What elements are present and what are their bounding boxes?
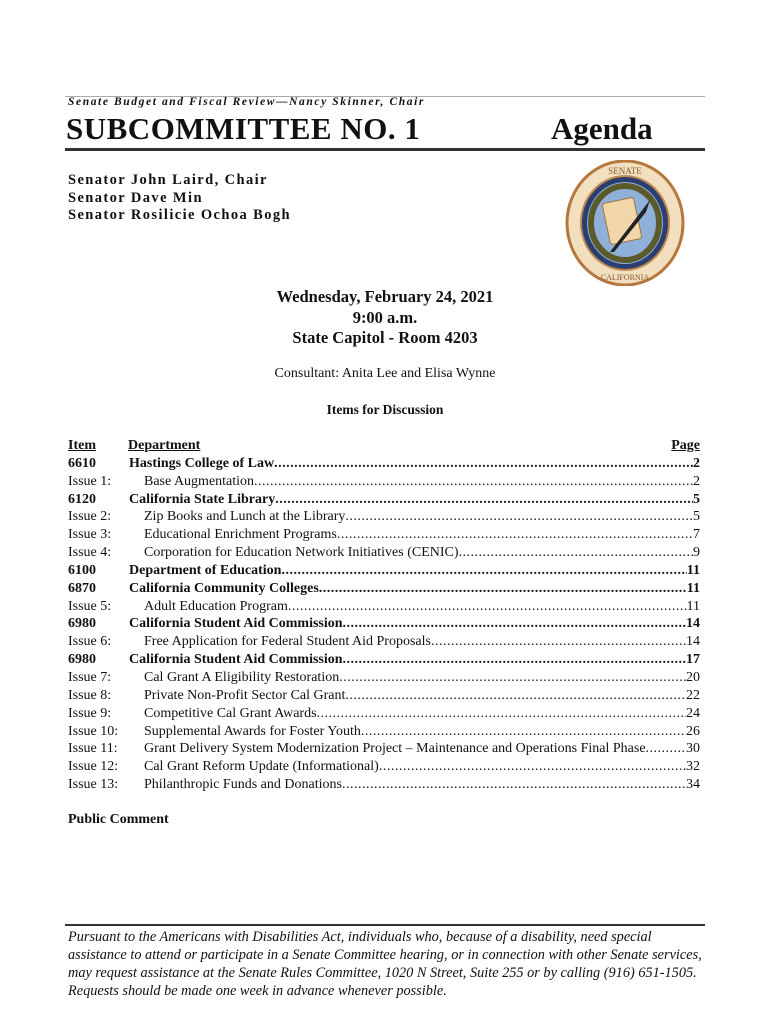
dot-leader [361, 723, 686, 741]
toc-department-row [68, 615, 700, 633]
toc-page: 20 [686, 669, 700, 685]
toc-header [68, 437, 700, 455]
toc-department-row [68, 491, 700, 509]
dot-leader [275, 491, 693, 509]
public-comment: Public Comment [68, 812, 169, 827]
toc-page: 14 [686, 616, 700, 632]
toc-page: 5 [693, 491, 700, 507]
toc-page: 11 [686, 580, 700, 596]
toc-label: Department of Education [129, 562, 282, 578]
toc-page: 11 [686, 562, 700, 578]
toc-item: 6120 [68, 491, 96, 507]
title-rule [65, 148, 705, 151]
toc-page: 22 [686, 687, 700, 703]
dot-leader [646, 740, 686, 758]
toc-item: Issue 1: [68, 473, 112, 489]
consultant: Consultant: Anita Lee and Elisa Wynne [274, 366, 496, 381]
senate-seal-logo [562, 160, 688, 286]
toc-page: 30 [686, 741, 700, 757]
dot-leader [337, 526, 693, 544]
member: Senator Dave Min [68, 189, 203, 206]
toc-item: Issue 13: [68, 777, 119, 793]
dot-leader [342, 776, 686, 794]
toc-item: 6100 [68, 562, 96, 578]
header-item: Item [68, 438, 96, 453]
toc-item: Issue 11: [68, 741, 118, 757]
dot-leader [379, 758, 686, 776]
member-list [68, 172, 291, 225]
toc-item: 6980 [68, 616, 96, 632]
toc-page: 24 [686, 705, 700, 721]
toc-page: 2 [693, 455, 700, 471]
toc-label: Zip Books and Lunch at the Library [144, 509, 346, 525]
toc-issue-row [68, 473, 700, 491]
toc-issue-row [68, 723, 700, 741]
toc-page: 14 [686, 634, 700, 650]
toc-label: Philanthropic Funds and Donations [144, 777, 342, 793]
footer-rule [65, 924, 705, 926]
toc-label: California Student Aid Commission [129, 652, 343, 668]
toc-label: Corporation for Education Network Initiatives (CENIC) [144, 545, 459, 561]
toc-item: Issue 3: [68, 527, 112, 543]
toc-issue-row [68, 705, 700, 723]
toc-label: Grant Delivery System Modernization Project – Maintenance and Operations Final Phase [144, 741, 646, 757]
dot-leader [345, 687, 686, 705]
toc-page: 9 [693, 545, 700, 561]
dot-leader [343, 651, 686, 669]
toc-label: Cal Grant A Eligibility Restoration [144, 669, 340, 685]
header-department: Department [128, 438, 201, 453]
toc-item: Issue 7: [68, 669, 112, 685]
toc-label: Educational Enrichment Programs [144, 527, 337, 543]
toc-label: California Community Colleges [129, 580, 319, 596]
toc-item: 6610 [68, 455, 96, 471]
svg-text:CALIFORNIA: CALIFORNIA [600, 273, 650, 282]
toc-issue-row [68, 669, 700, 687]
toc-page: 17 [686, 652, 700, 668]
toc-issue-row [68, 526, 700, 544]
toc-label: Cal Grant Reform Update (Informational) [144, 759, 379, 775]
toc-item: Issue 2: [68, 509, 112, 525]
dot-leader [431, 633, 686, 651]
toc-item: 6980 [68, 652, 96, 668]
meeting-location: State Capitol - Room 4203 [292, 328, 478, 347]
toc-item: 6870 [68, 580, 96, 596]
toc-issue-row [68, 758, 700, 776]
member: Senator John Laird, Chair [68, 172, 268, 188]
meeting-time: 9:00 a.m. [352, 307, 418, 327]
toc-item: Issue 6: [68, 634, 112, 650]
section-title: Items for Discussion [326, 402, 444, 417]
toc-label: Supplemental Awards for Foster Youth [144, 723, 361, 739]
toc-item: Issue 12: [68, 759, 119, 775]
toc-item: Issue 8: [68, 687, 112, 703]
toc-label: Hastings College of Law [129, 455, 275, 471]
toc-issue-row [68, 687, 700, 705]
toc-label: California State Library [129, 491, 276, 507]
dot-leader [281, 562, 686, 580]
toc-label: Base Augmentation [144, 473, 255, 489]
toc-label: Private Non-Profit Sector Cal Grant [144, 687, 346, 703]
toc-issue-row [68, 544, 700, 562]
toc-department-row [68, 651, 700, 669]
member: Senator Rosilicie Ochoa Bogh [68, 207, 292, 223]
header-page: Page [671, 438, 700, 453]
toc-label: California Student Aid Commission [129, 616, 343, 632]
toc-issue-row [68, 508, 700, 526]
dot-leader [288, 598, 687, 616]
toc-page: 26 [686, 723, 700, 739]
toc-item: Issue 5: [68, 598, 112, 614]
toc-label: Adult Education Program [144, 598, 288, 614]
toc-page: 32 [686, 759, 700, 775]
toc-department-row [68, 580, 700, 598]
toc-page: 5 [693, 509, 700, 525]
toc-issue-row [68, 598, 700, 616]
dot-leader [339, 669, 686, 687]
table-of-contents [68, 437, 700, 794]
page-title: SUBCOMMITTEE NO. 1 [66, 111, 421, 146]
dot-leader [345, 508, 693, 526]
toc-item: Issue 10: [68, 723, 119, 739]
doc-type: Agenda [551, 111, 653, 146]
toc-issue-row [68, 740, 700, 758]
toc-item: Issue 9: [68, 705, 112, 721]
svg-text:SENATE: SENATE [608, 166, 642, 176]
toc-page: 2 [693, 473, 700, 489]
meeting-info [0, 287, 770, 349]
toc-department-row [68, 562, 700, 580]
dot-leader [459, 544, 693, 562]
toc-label: Free Application for Federal Student Aid Proposals [144, 634, 431, 650]
toc-issue-row [68, 776, 700, 794]
dot-leader [319, 580, 687, 598]
committee-line: Senate Budget and Fiscal Review—Nancy Skinner, Chair [68, 96, 425, 108]
ada-notice: Pursuant to the Americans with Disabilities Act, individuals who, because of a disability, need special assistance to attend or participate in a Senate Committee hearing, or in connection with other Senate services, may request assistance at the Senate Rules Committee, 1020 N Street, Suite 255 or by calling (916) 651-1505. Requests should be made one week in advance whenever possible. [68, 929, 702, 999]
toc-page: 34 [686, 777, 700, 793]
dot-leader [254, 473, 693, 491]
toc-page: 11 [686, 598, 700, 614]
toc-issue-row [68, 633, 700, 651]
dot-leader [274, 455, 693, 473]
toc-label: Competitive Cal Grant Awards [144, 705, 317, 721]
toc-department-row [68, 455, 700, 473]
meeting-date: Wednesday, February 24, 2021 [276, 287, 494, 306]
toc-item: Issue 4: [68, 545, 112, 561]
toc-page: 7 [693, 527, 700, 543]
dot-leader [343, 615, 686, 633]
dot-leader [317, 705, 686, 723]
